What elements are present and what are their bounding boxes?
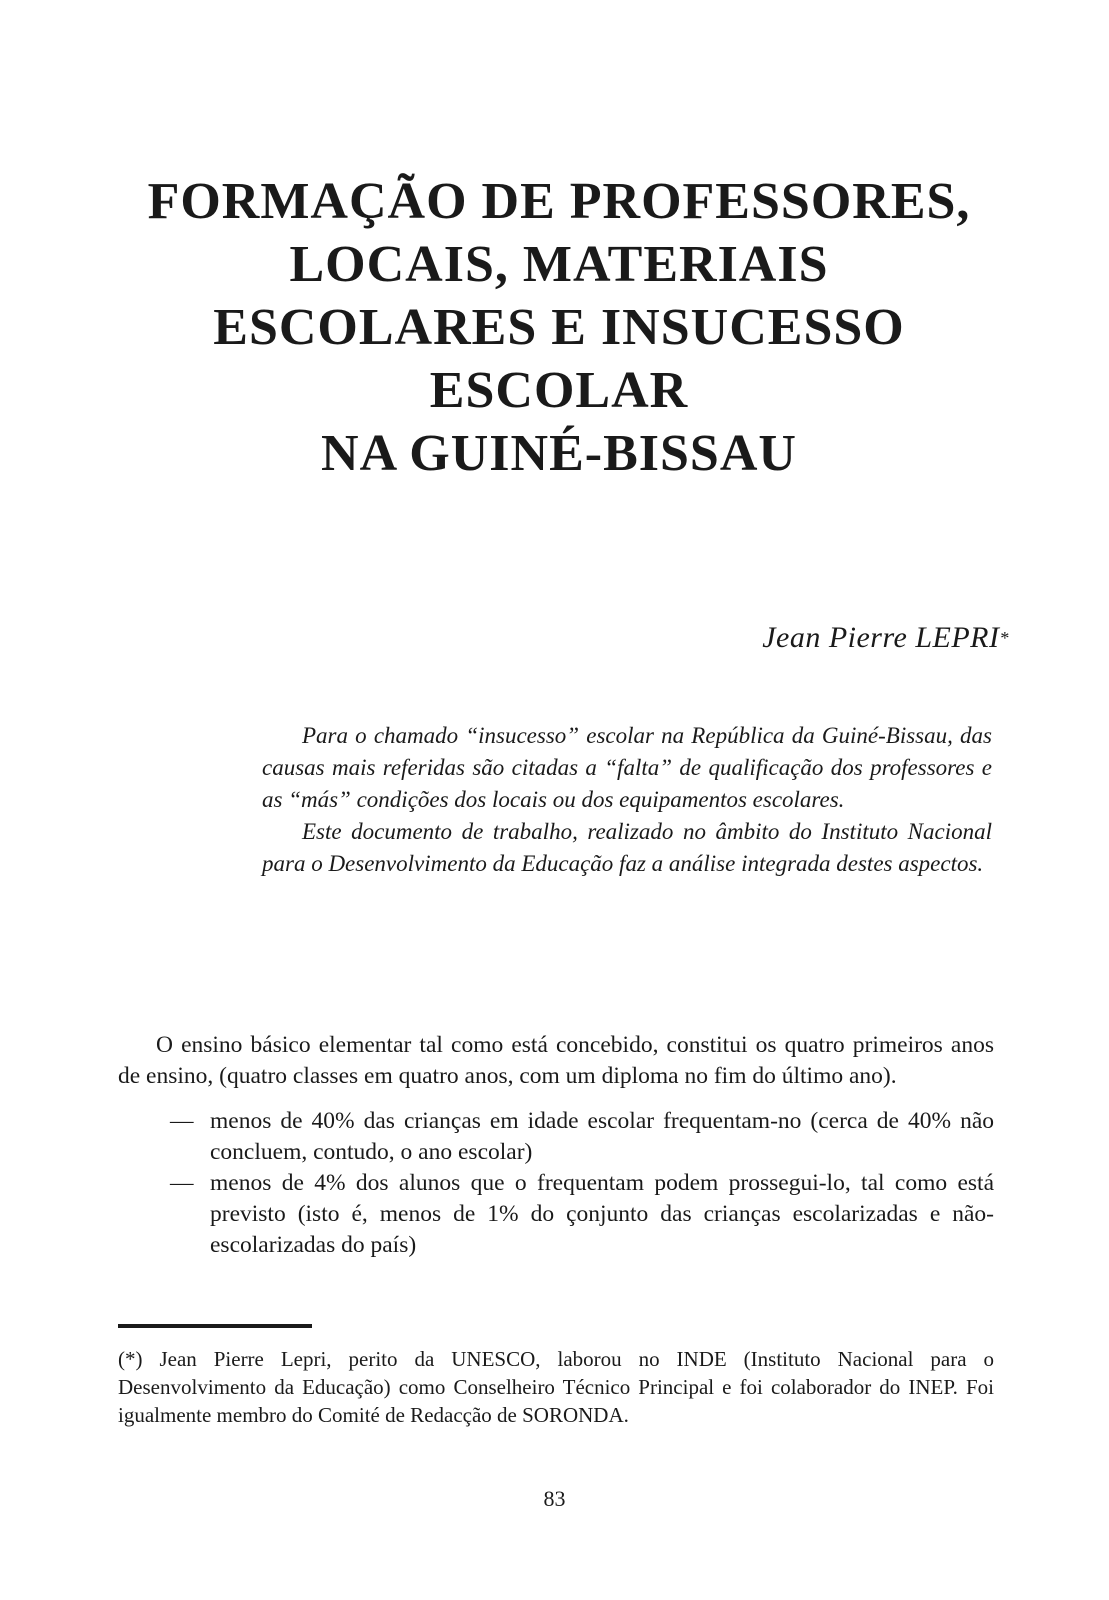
statistics-list <box>118 1106 994 1261</box>
title-line: LOCAIS, MATERIAIS <box>289 236 829 293</box>
page-number: 83 <box>543 1486 566 1511</box>
abstract-paragraph: Este documento de trabalho, realizado no âmbito do Instituto Nacional para o Desenvolvimento da Educação faz a análise integrada destes aspectos. <box>262 819 992 876</box>
list-item <box>118 1168 994 1261</box>
list-item-text: menos de 4% dos alunos que o frequentam podem prossegui-lo, tal como está previsto (isto é, menos de 1% do çonjunto das crianças escolarizadas e não-escolarizadas do país) <box>210 1170 994 1258</box>
footnote-divider <box>118 1324 312 1328</box>
abstract-paragraph: Para o chamado “insucesso” escolar na República da Guiné-Bissau, das causas mais referidas são citadas a “falta” de qualificação dos professores e as “más” condições dos locais ou dos equipamentos escolares. <box>262 723 992 812</box>
title-line: ESCOLARES E INSUCESSO <box>213 299 905 356</box>
author-footnote-marker: * <box>999 628 1009 648</box>
abstract <box>262 720 992 880</box>
title-line: NA GUINÉ-BISSAU <box>321 425 797 482</box>
list-dash: — <box>170 1108 194 1134</box>
footnote-text: (*) Jean Pierre Lepri, perito da UNESCO, laborou no INDE (Instituto Nacional para o Desenvolvimento da Educação) como Conselheiro Técnico Principal e foi colaborador do INEP. Foi igualmente membro do Comité de Redacção de SORONDA. <box>118 1347 994 1427</box>
list-dash: — <box>170 1170 194 1196</box>
author-name: Jean Pierre LEPRI <box>762 621 1000 654</box>
body-text <box>118 1030 994 1261</box>
title-line: ESCOLAR <box>429 362 689 419</box>
article-title <box>100 170 1018 485</box>
list-item <box>118 1106 994 1168</box>
author-byline <box>762 620 1009 656</box>
intro-paragraph: O ensino básico elementar tal como está concebido, constitui os quatro primeiros anos de ensino, (quatro classes em quatro anos, com um diploma no fim do último ano). <box>118 1032 994 1089</box>
title-line: FORMAÇÃO DE PROFESSORES, <box>147 173 971 230</box>
footnote <box>118 1345 994 1429</box>
list-item-text: menos de 40% das crianças em idade escolar frequentam-no (cerca de 40% não concluem, contudo, o ano escolar) <box>210 1108 994 1165</box>
